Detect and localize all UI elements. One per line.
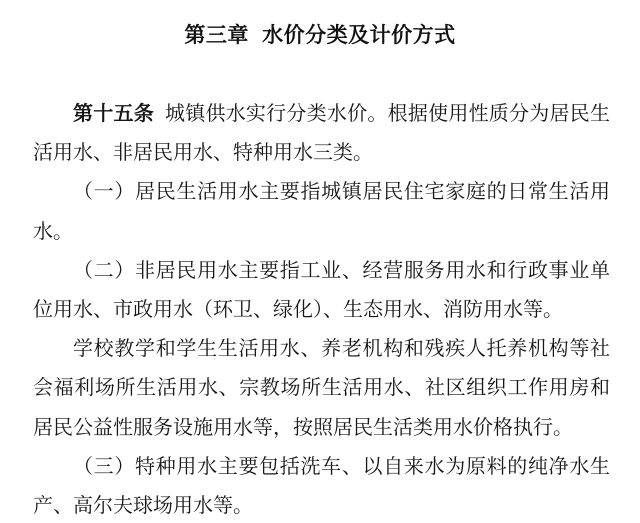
paragraph-schools-welfare bbox=[33, 330, 610, 448]
document-body bbox=[0, 95, 640, 523]
text-line: 产、高尔夫球场用水等。 bbox=[33, 494, 253, 517]
article-number-lead: 第十五条 bbox=[73, 103, 154, 125]
chapter-title: 第三章 水价分类及计价方式 bbox=[184, 24, 456, 47]
paragraph-article-15 bbox=[33, 95, 610, 173]
line-text: 城镇供水实行分类水价。根据使用性质分为居民生 bbox=[164, 103, 611, 125]
text-line: （二）非居民用水主要指工业、经营服务用水和行政事业单 bbox=[73, 259, 610, 282]
paragraph-item-2 bbox=[33, 252, 610, 330]
text-line: 学校教学和学生生活用水、养老机构和残疾人托养机构等社 bbox=[73, 338, 610, 361]
text-line bbox=[33, 95, 610, 134]
text-line: 居民公益性服务设施用水等，按照居民生活类用水价格执行。 bbox=[33, 416, 573, 439]
text-line: （三）特种用水主要包括洗车、以自来水为原料的纯净水生 bbox=[73, 455, 610, 478]
text-line: 位用水、市政用水（环卫、绿化）、生态用水、消防用水等。 bbox=[33, 298, 563, 321]
text-line: （一）居民生活用水主要指城镇居民住宅家庭的日常生活用 bbox=[73, 181, 610, 204]
text-line: 活用水、非居民用水、特种用水三类。 bbox=[33, 142, 373, 165]
text-line: 会福利场所生活用水、宗教场所生活用水、社区组织工作用房和 bbox=[33, 377, 610, 400]
paragraph-item-1 bbox=[33, 173, 610, 251]
text-line: 水。 bbox=[33, 220, 73, 243]
paragraph-item-3 bbox=[33, 448, 610, 523]
